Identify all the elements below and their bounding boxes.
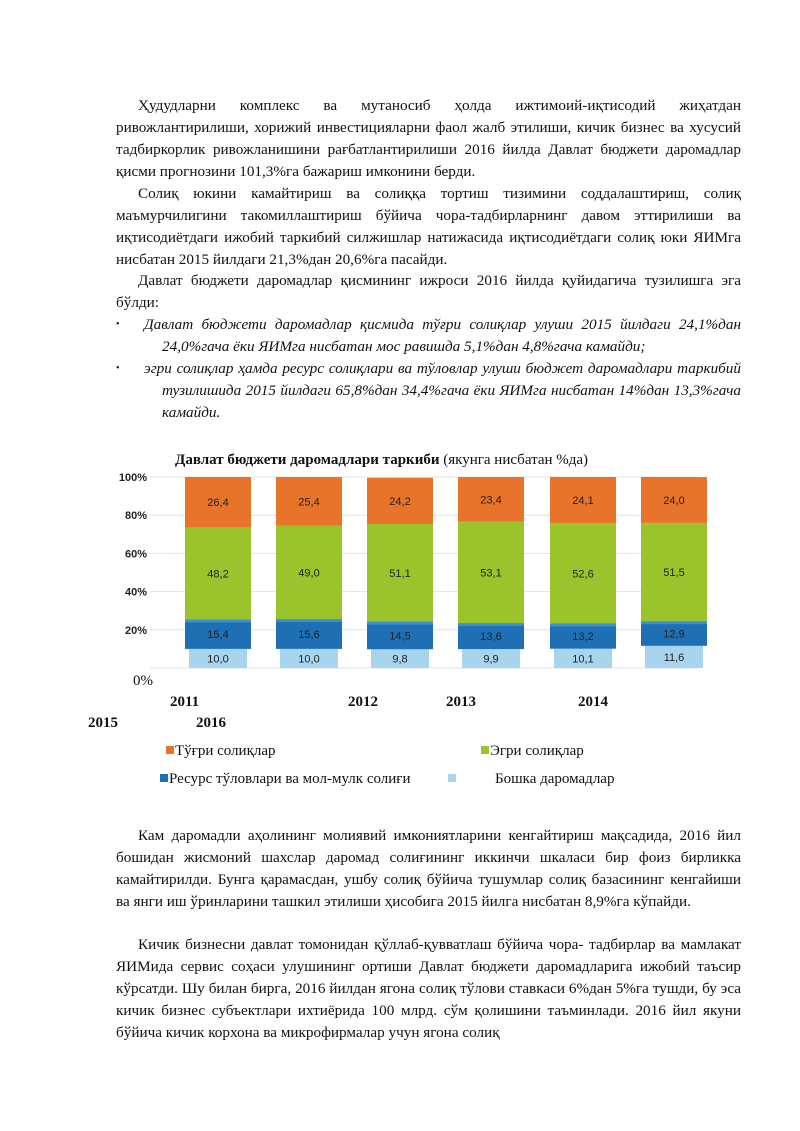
bar-segment-highlight: [550, 623, 616, 626]
bullet-marker: •: [116, 319, 120, 330]
legend-swatch-light-blue: [448, 774, 456, 782]
y-tick-label: 20%: [124, 624, 147, 637]
bar-segment-highlight: [367, 622, 433, 625]
data-label: 15,6: [298, 629, 320, 642]
data-label: 10,0: [298, 653, 320, 666]
bar-segment-highlight: [458, 623, 524, 626]
paragraph-tax-burden: Солиқ юкини камайтириш ва солиққа тортиш тизимини соддалаштириш, солиқ маъмурчилигини такомиллаштириш бўйича чора-тадбирларнинг давом эттирилиши ва иқтисодиётдаги ижобий таркибий силжишлар натижасида иқтисодиётдаги солиқ юки ЯИМга нисбатан 2015 йилдаги 21,3%дан 20,6%га пасайди.: [116, 185, 741, 268]
data-label: 52,6: [572, 568, 594, 581]
data-label: 13,6: [480, 631, 502, 644]
paragraph-small-business: Кичик бизнесни давлат томонидан қўллаб-қувватлаш бўйича чора- тадбирлар ва мамлакат ЯИМида сервис соҳаси улушининг ортиши Давлат бюджети даромадларига ижобий таъсир кўрсатди. Шу билан бирга, 2016 йилдан ягона солиқ тўлови ставкаси 6%дан 5%га тушди, бу эса кичик бизнес субъектлари ихтиёрида 100 млрд. сўм қолишини таъминлади. 2016 йил якуни бўйича кичик корхона ва микрофирмалар учун ягона солиқ: [116, 936, 741, 1041]
legend-item-resource-payments: [160, 771, 410, 788]
data-label: 9,9: [483, 653, 499, 666]
paragraph-regional-development: Ҳудудларни комплекс ва мутаносиб ҳолда ижтимоий-иқтисодий жиҳатдан ривожлантирилиши, хорижий инвестицияларни фаол жалб этилиши, кичик бизнес ва хусусий тадбиркорлик ривожланишини рағбатлантирилиши 2016 йилда Давлат бюджети даромадлар қисми прогнозини 101,3%га бажариш имконини берди.: [116, 97, 741, 180]
legend-label: Тўғри солиқлар: [175, 743, 276, 759]
chart-title-bold: Давлат бюджети даромадлари таркиби: [175, 452, 440, 468]
data-label: 24,1: [572, 495, 594, 508]
legend-label: Эгри солиқлар: [490, 743, 584, 759]
year-label-2016: 2016: [196, 715, 226, 731]
legend-item-other-revenue: [448, 771, 614, 788]
y-tick-label: 40%: [124, 586, 147, 599]
data-label: 11,6: [663, 651, 685, 664]
year-label-2011: 2011: [170, 694, 200, 710]
data-label: 24,0: [663, 494, 685, 507]
data-label: 10,0: [207, 653, 229, 666]
legend-swatch-green: [481, 746, 489, 754]
chart-title-unit: (якунга нисбатан %да): [439, 452, 589, 468]
legend-label: Бошка даромадлар: [495, 771, 615, 787]
bullet-text: эгри солиқлар ҳамда ресурс солиқлари ва тўловлар улуши бюджет даромадлари таркибий тузилишида 2015 йилдаги 65,8%дан 34,4%гача ёки ЯИМга нисбатан 14%дан 13,3%гача камайди.: [144, 360, 741, 421]
data-label: 51,5: [663, 567, 685, 580]
bullet-text: Давлат бюджети даромадлар қисмида тўғри солиқлар улуши 2015 йилдаги 24,1%дан 24,0%гача ёки ЯИМга нисбатан мос равишда 5,1%дан 4,8%гача камайди;: [144, 316, 741, 355]
data-label: 25,4: [298, 496, 320, 509]
y-tick-label: 60%: [124, 548, 147, 561]
data-label: 12,9: [663, 628, 685, 641]
year-label-2015: 2015: [88, 715, 118, 731]
data-label: 14,5: [389, 630, 411, 643]
data-label: 49,0: [298, 567, 320, 580]
bar-segment-highlight: [276, 619, 342, 622]
legend-label: Ресурс тўловлари ва мол-мулк солиғи: [169, 771, 411, 787]
data-label: 48,2: [207, 568, 229, 581]
data-label: 9,8: [392, 653, 408, 666]
data-label: 24,2: [389, 495, 411, 508]
data-label: 15,4: [207, 629, 229, 642]
bar-segment-highlight: [641, 621, 707, 624]
data-label: 13,2: [572, 631, 594, 644]
data-label: 10,1: [572, 653, 594, 666]
data-label: 53,1: [480, 567, 502, 580]
year-label-2013: 2013: [446, 694, 476, 710]
bullet-marker: •: [116, 363, 120, 374]
y-tick-label: 100%: [118, 472, 147, 484]
legend-item-direct-taxes: [166, 743, 276, 760]
legend-item-indirect-taxes: [481, 743, 584, 760]
data-label: 51,1: [389, 567, 411, 580]
year-label-2012: 2012: [348, 694, 378, 710]
paragraph-budget-structure-intro: Давлат бюджети даромадлар қисмининг ижроси 2016 йилда қуйидагича тузилишга эга бўлди:: [116, 272, 741, 311]
bar-segment-highlight: [185, 619, 251, 622]
data-label: 26,4: [207, 497, 229, 510]
paragraph-income-tax: Кам даромадли аҳолининг молиявий имкониятларини кенгайтириш мақсадида, 2016 йил бошидан жисмоний шахслар даромад солиғининг иккинчи шкаласи бир фоиз бирликка камайтирилди. Бунга қарамасдан, ушбу солиқ бўйича тушумлар солиқ базасининг кенгайиши ва янги иш ўринларини ташкил этилиши ҳисобига 2015 йилга нисбатан 8,9%га кўпайди.: [116, 827, 741, 910]
y-axis-zero-label: 0%: [133, 673, 153, 689]
y-tick-label: 80%: [124, 510, 147, 523]
year-label-2014: 2014: [578, 694, 608, 710]
legend-swatch-orange: [166, 746, 174, 754]
data-label: 23,4: [480, 494, 502, 507]
legend-swatch-blue: [160, 774, 168, 782]
